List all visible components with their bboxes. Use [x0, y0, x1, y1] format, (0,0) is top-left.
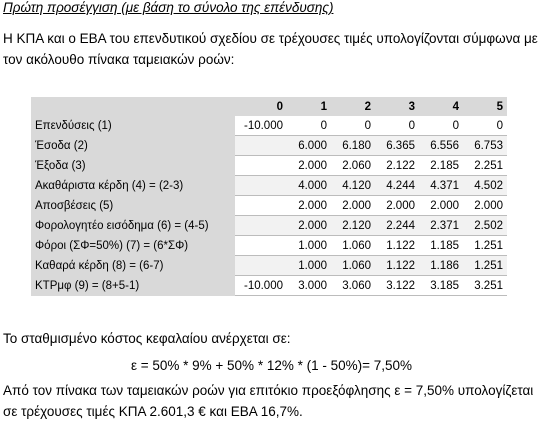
value-cell: 6.365: [375, 136, 419, 156]
table-row: [31, 116, 507, 136]
table-row: [31, 276, 507, 296]
wacc-formula: ε = 50% * 9% + 50% * 12% * (1 - 50%)= 7,50%: [130, 358, 413, 373]
header-cell: 5: [463, 97, 507, 116]
header-cell: 0: [235, 97, 287, 116]
value-cell: 6.753: [463, 136, 507, 156]
value-cell: 0: [463, 116, 507, 136]
value-cell: 2.000: [463, 196, 507, 216]
table-row: [31, 256, 507, 276]
value-cell: 1.000: [287, 236, 331, 256]
table-row: [31, 156, 507, 176]
value-cell: 1.122: [375, 256, 419, 276]
table-row: [31, 136, 507, 156]
value-cell: 1.251: [463, 236, 507, 256]
value-cell: [235, 256, 287, 276]
value-cell: 3.000: [287, 276, 331, 296]
value-cell: 4.000: [287, 176, 331, 196]
value-cell: 1.122: [375, 236, 419, 256]
value-cell: [235, 176, 287, 196]
value-cell: 2.000: [419, 196, 463, 216]
table-row: [31, 196, 507, 216]
value-cell: 6.000: [287, 136, 331, 156]
value-cell: [235, 196, 287, 216]
value-cell: 3.185: [419, 276, 463, 296]
value-cell: 3.060: [331, 276, 375, 296]
cost-of-capital-text: Το σταθμισμένο κόστος κεφαλαίου ανέρχεται σε:: [3, 331, 291, 346]
value-cell: 6.180: [331, 136, 375, 156]
value-cell: -10.000: [235, 116, 287, 136]
value-cell: -10.000: [235, 276, 287, 296]
row-label: Φόροι (ΣΦ=50%) (7) = (6*ΣΦ): [31, 236, 235, 256]
value-cell: 4.120: [331, 176, 375, 196]
value-cell: 2.371: [419, 216, 463, 236]
value-cell: 2.185: [419, 156, 463, 176]
row-label: Έσοδα (2): [31, 136, 235, 156]
table-row: [31, 216, 507, 236]
row-label: Έξοδα (3): [31, 156, 235, 176]
value-cell: 0: [331, 116, 375, 136]
value-cell: 4.244: [375, 176, 419, 196]
value-cell: 2.000: [375, 196, 419, 216]
value-cell: 1.251: [463, 256, 507, 276]
value-cell: 2.000: [287, 216, 331, 236]
value-cell: 4.371: [419, 176, 463, 196]
table-header-row: [31, 97, 507, 116]
value-cell: 3.122: [375, 276, 419, 296]
cash-flow-table: [31, 97, 507, 296]
header-cell: 2: [331, 97, 375, 116]
table-body: [31, 116, 507, 296]
value-cell: 2.120: [331, 216, 375, 236]
row-label: Επενδύσεις (1): [31, 116, 235, 136]
table-row: [31, 176, 507, 196]
value-cell: 2.251: [463, 156, 507, 176]
header-cell: 1: [287, 97, 331, 116]
value-cell: 0: [287, 116, 331, 136]
value-cell: 2.244: [375, 216, 419, 236]
value-cell: 4.502: [463, 176, 507, 196]
value-cell: 1.000: [287, 256, 331, 276]
row-label: Φορολογητέο εισόδημα (6) = (4-5): [31, 216, 235, 236]
row-label: Καθαρά κέρδη (8) = (6-7): [31, 256, 235, 276]
value-cell: 6.556: [419, 136, 463, 156]
value-cell: 1.185: [419, 236, 463, 256]
value-cell: 3.251: [463, 276, 507, 296]
value-cell: 0: [419, 116, 463, 136]
table-row: [31, 236, 507, 256]
value-cell: 1.060: [331, 256, 375, 276]
value-cell: 2.000: [287, 196, 331, 216]
conclusion-paragraph: Από τον πίνακα των ταμειακών ροών για επιτόκιο προεξόφλησης ε = 7,50% υπολογίζεται σε τρέχουσες τιμές ΚΠΑ 2.601,3 € και ΕΒΑ 16,7%.: [3, 383, 534, 419]
value-cell: 0: [375, 116, 419, 136]
header-cell: [31, 97, 235, 116]
value-cell: [235, 156, 287, 176]
header-cell: 3: [375, 97, 419, 116]
value-cell: [235, 136, 287, 156]
value-cell: [235, 216, 287, 236]
intro-paragraph: Η ΚΠΑ και ο ΕΒΑ του επενδυτικού σχεδίου σε τρέχουσες τιμές υπολογίζονται σύμφωνα με τον ακόλουθο πίνακα ταμειακών ροών:: [3, 31, 538, 67]
value-cell: 2.502: [463, 216, 507, 236]
row-label: Ακαθάριστα κέρδη (4) = (2-3): [31, 176, 235, 196]
header-cell: 4: [419, 97, 463, 116]
row-label: ΚΤΡμφ (9) = (8+5-1): [31, 276, 235, 296]
value-cell: 2.000: [331, 196, 375, 216]
value-cell: [235, 236, 287, 256]
section-title: Πρώτη προσέγγιση (με βάση το σύνολο της επένδυσης): [3, 0, 334, 15]
value-cell: 1.060: [331, 236, 375, 256]
value-cell: 1.186: [419, 256, 463, 276]
value-cell: 2.060: [331, 156, 375, 176]
value-cell: 2.122: [375, 156, 419, 176]
row-label: Αποσβέσεις (5): [31, 196, 235, 216]
value-cell: 2.000: [287, 156, 331, 176]
